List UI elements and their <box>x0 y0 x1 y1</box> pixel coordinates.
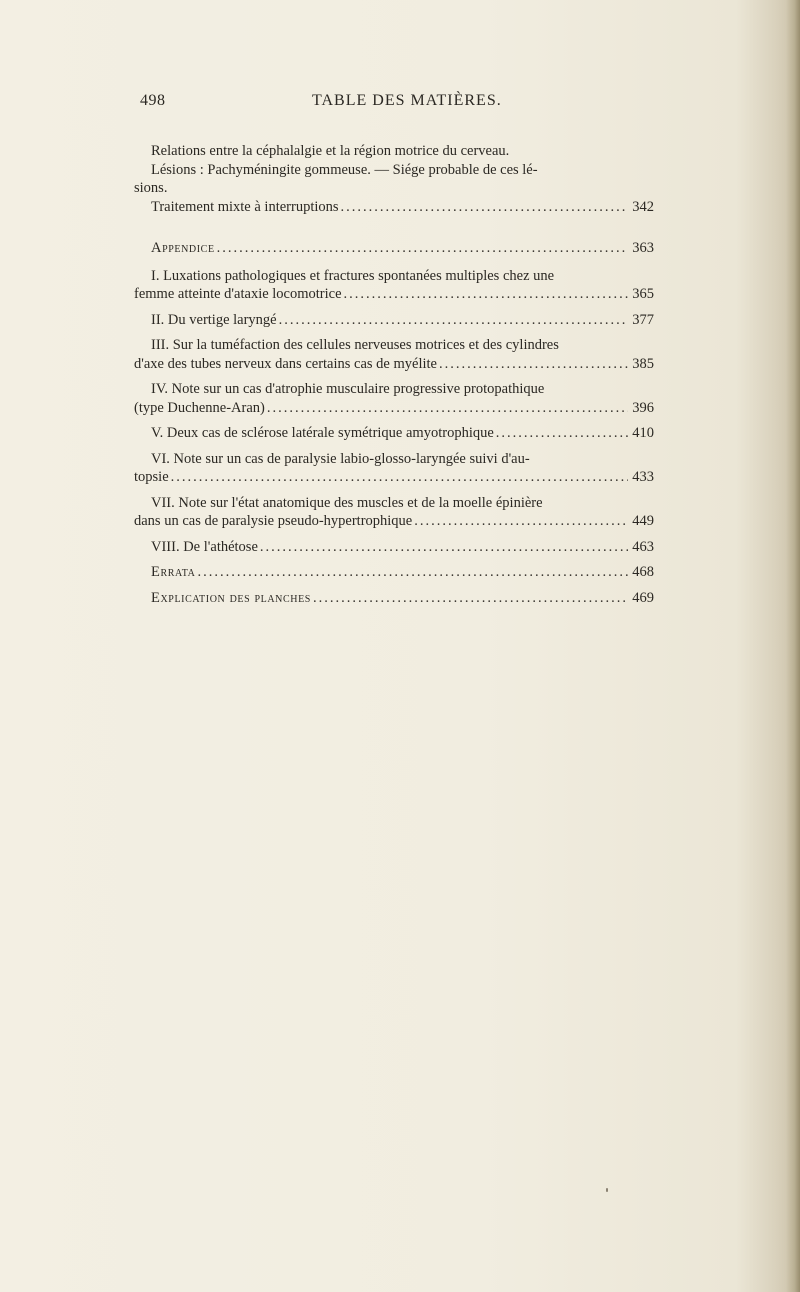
toc-entry-label: Traitement mixte à interruptions <box>151 198 339 215</box>
toc-entry-label: topsie <box>134 469 169 485</box>
toc-entry-leader-line <box>134 399 654 418</box>
toc-entry-page: 396 <box>632 399 654 416</box>
dot-leader <box>279 311 628 330</box>
dot-leader <box>171 468 628 487</box>
toc-entry-page: 377 <box>632 311 654 328</box>
toc-entry-page: 342 <box>632 198 654 215</box>
toc-entry-label: d'axe des tubes nerveux dans certains cas de myélite <box>134 355 437 372</box>
toc-entry-leader-line <box>134 512 654 531</box>
toc-entry-line: III. Sur la tuméfaction des cellules nerveuses motrices et des cylindres <box>151 337 559 353</box>
toc-entry-page: 468 <box>632 564 654 580</box>
toc-entry-label: dans un cas de paralysie pseudo-hypertrophique <box>134 513 413 529</box>
toc-entry-vii <box>134 494 654 531</box>
toc-line-relations: Relations entre la céphalalgie et la région motrice du cerveau. <box>151 143 510 159</box>
ink-speck <box>606 1188 608 1192</box>
toc-entry-appendice <box>134 239 654 258</box>
toc-entry-page: 410 <box>632 425 654 441</box>
toc-entry-line: VII. Note sur l'état anatomique des muscles et de la moelle épinière <box>151 494 543 511</box>
toc-entry-label: VIII. De l'athétose <box>151 538 258 555</box>
toc-entry-ii <box>134 311 654 330</box>
dot-leader <box>217 239 628 258</box>
toc-entry-traitement <box>134 198 654 217</box>
toc-entry-leader-line <box>134 285 654 304</box>
toc-entry-errata <box>134 563 654 582</box>
dot-leader <box>260 538 628 557</box>
toc-entry-label: V. Deux cas de sclérose latérale symétrique amyotrophique <box>151 425 494 441</box>
toc-entry-page: 463 <box>632 538 654 555</box>
toc-entry-page: 449 <box>632 513 654 529</box>
toc-entry-leader-line <box>134 468 654 487</box>
page-header <box>140 92 660 116</box>
dot-leader <box>313 589 628 608</box>
table-of-contents <box>134 142 654 607</box>
dot-leader <box>267 399 628 418</box>
page-number: 498 <box>140 92 166 109</box>
toc-entry-page: 469 <box>632 589 654 606</box>
dot-leader <box>197 563 628 582</box>
dot-leader <box>439 355 628 374</box>
running-title: TABLE DES MATIÈRES. <box>312 92 502 109</box>
toc-entry-label: (type Duchenne-Aran) <box>134 399 265 416</box>
toc-entry-label: femme atteinte d'ataxie locomotrice <box>134 286 342 302</box>
toc-line-lesions-1: Lésions : Pachyméningite gommeuse. — Siége probable de ces lé- <box>151 161 538 178</box>
toc-entry-line: VI. Note sur un cas de paralysie labio-glosso-laryngée suivi d'au- <box>151 450 530 467</box>
dot-leader <box>496 424 628 443</box>
toc-entry-vi <box>134 450 654 487</box>
toc-entry-iv <box>134 380 654 417</box>
toc-entry-label: Errata <box>151 564 196 580</box>
dot-leader <box>344 285 628 304</box>
toc-entry-label: Explication des planches <box>151 589 311 606</box>
toc-entry-leader-line <box>134 355 654 374</box>
dot-leader <box>341 198 628 217</box>
toc-entry-page: 385 <box>632 355 654 372</box>
toc-entry-label: Appendice <box>151 240 215 256</box>
toc-entry-page: 363 <box>632 240 654 256</box>
page-edge-shadow <box>786 0 800 1292</box>
toc-entry-page: 433 <box>632 469 654 485</box>
toc-entry-explication <box>134 589 654 608</box>
toc-entry-line: IV. Note sur un cas d'atrophie musculaire progressive protopathique <box>151 381 545 397</box>
toc-entry-label: II. Du vertige laryngé <box>151 311 277 328</box>
toc-entry-page: 365 <box>632 286 654 302</box>
toc-entry-line: I. Luxations pathologiques et fractures spontanées multiples chez une <box>151 267 555 284</box>
toc-line-lesions-2: sions. <box>134 180 168 196</box>
dot-leader <box>414 512 628 531</box>
toc-entry-i <box>134 267 654 304</box>
toc-entry-v <box>134 424 654 443</box>
toc-entry-viii <box>134 538 654 557</box>
toc-entry-iii <box>134 336 654 373</box>
